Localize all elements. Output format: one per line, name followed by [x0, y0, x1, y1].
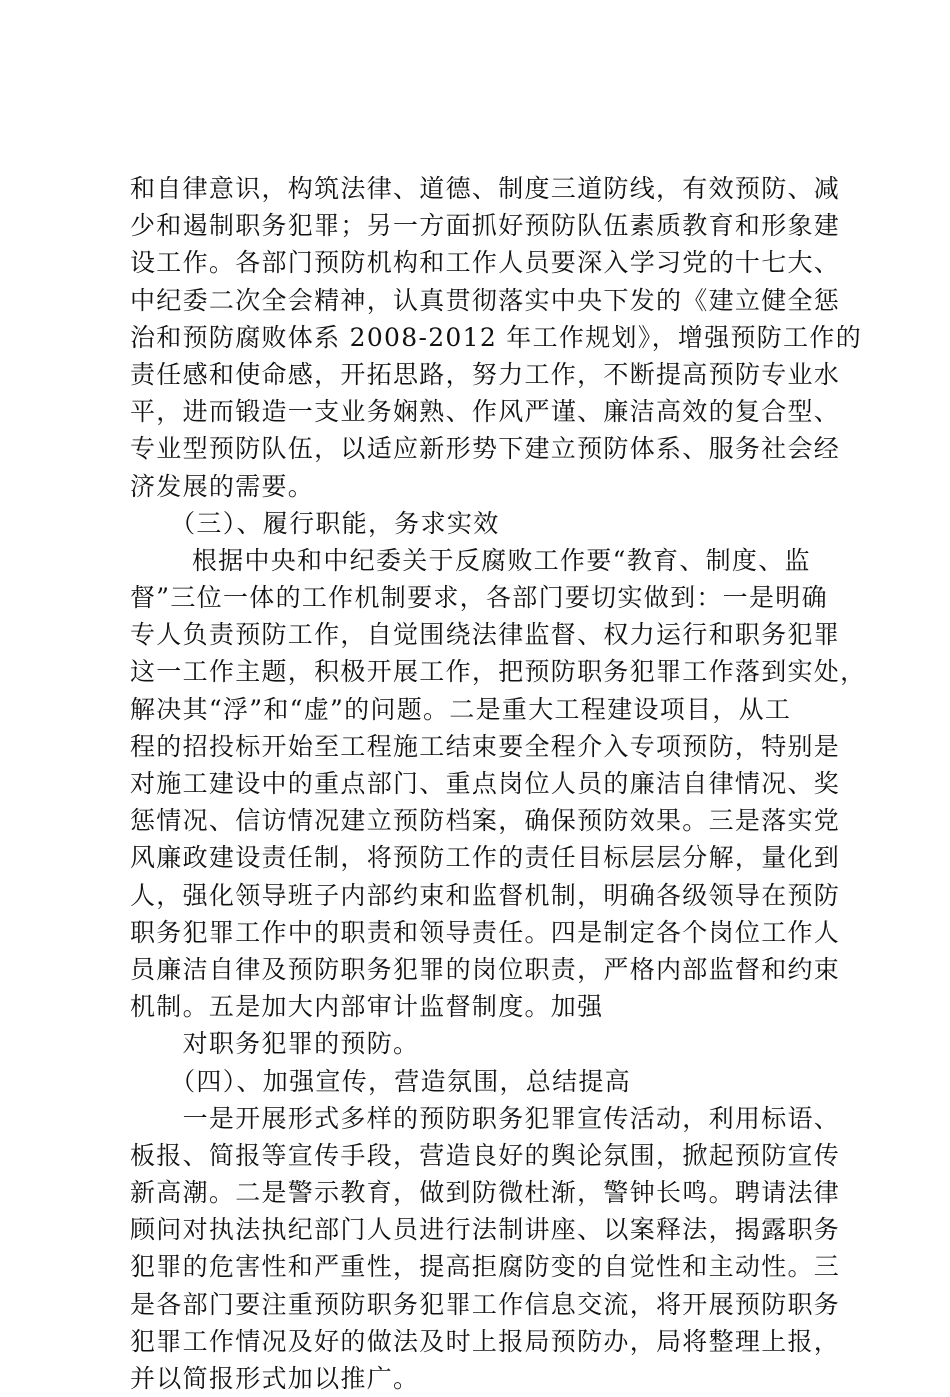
- text-line: 程的招投标开始至工程施工结束要全程介入专项预防，特别是: [130, 731, 841, 761]
- text-line: （四）、加强宣传，营造氛围，总结提高: [130, 1066, 632, 1096]
- text-line: 一是开展形式多样的预防职务犯罪宣传活动，利用标语、: [130, 1103, 841, 1133]
- text-line: 人，强化领导班子内部约束和监督机制，明确各级领导在预防: [130, 880, 841, 910]
- text-line: 员廉洁自律及预防职务犯罪的岗位职责，严格内部监督和约束: [130, 954, 841, 984]
- text-line: 犯罪工作情况及好的做法及时上报局预防办，局将整理上报，: [130, 1326, 841, 1356]
- text-line: 这一工作主题，积极开展工作，把预防职务犯罪工作落到实处，: [130, 657, 867, 687]
- text-line: 根据中央和中纪委关于反腐败工作要“教育、制度、监: [130, 545, 811, 575]
- text-line: 机制。五是加大内部审计监督制度。加强: [130, 992, 604, 1022]
- text-line: 新高潮。二是警示教育，做到防微杜渐，警钟长鸣。聘请法律: [130, 1178, 841, 1208]
- text-line: 板报、简报等宣传手段，营造良好的舆论氛围，掀起预防宣传: [130, 1140, 841, 1170]
- text-line: 对施工建设中的重点部门、重点岗位人员的廉洁自律情况、奖: [130, 769, 841, 798]
- text-line: 解决其“浮”和“虚”的问题。二是重大工程建设项目，从工: [130, 694, 792, 724]
- text-line: 治和预防腐败体系 2008-2012 年工作规划》，增强预防工作的: [130, 322, 862, 352]
- text-line: 顾问对执法执纪部门人员进行法制讲座、以案释法，揭露职务: [130, 1215, 841, 1245]
- text-line: 专人负责预防工作，自觉围绕法律监督、权力运行和职务犯罪: [130, 620, 841, 650]
- text-line: 督”三位一体的工作机制要求，各部门要切实做到：一是明确: [130, 583, 828, 613]
- document-body: [130, 170, 867, 1397]
- text-line: 中纪委二次全会精神，认真贯彻落实中央下发的《建立健全惩: [130, 285, 841, 315]
- text-line: 犯罪的危害性和严重性，提高拒腐防变的自觉性和主动性。三: [130, 1252, 841, 1282]
- text-line: （三）、履行职能，务求实效: [130, 508, 500, 538]
- text-line: 设工作。各部门预防机构和工作人员要深入学习党的十七大、: [130, 248, 841, 278]
- text-line: 是各部门要注重预防职务犯罪工作信息交流，将开展预防职务: [130, 1289, 841, 1319]
- text-line: 责任感和使命感，开拓思路，努力工作，不断提高预防专业水: [130, 359, 841, 389]
- text-line: 对职务犯罪的预防。: [130, 1029, 420, 1059]
- text-line: 专业型预防队伍，以适应新形势下建立预防体系、服务社会经: [130, 434, 841, 464]
- text-line: 风廉政建设责任制，将预防工作的责任目标层层分解，量化到: [130, 843, 841, 873]
- text-line: 和自律意识，构筑法律、道德、制度三道防线，有效预防、减: [130, 174, 841, 203]
- text-line: 济发展的需要。: [130, 471, 315, 501]
- text-line: 职务犯罪工作中的职责和领导责任。四是制定各个岗位工作人: [130, 917, 841, 947]
- text-line: 平，进而锻造一支业务娴熟、作风严谨、廉洁高效的复合型、: [130, 397, 841, 427]
- text-line: 并以简报形式加以推广。: [130, 1364, 420, 1393]
- text-line: 惩情况、信访情况建立预防档案，确保预防效果。三是落实党: [130, 806, 841, 836]
- text-line: 少和遏制职务犯罪；另一方面抓好预防队伍素质教育和形象建: [130, 211, 841, 241]
